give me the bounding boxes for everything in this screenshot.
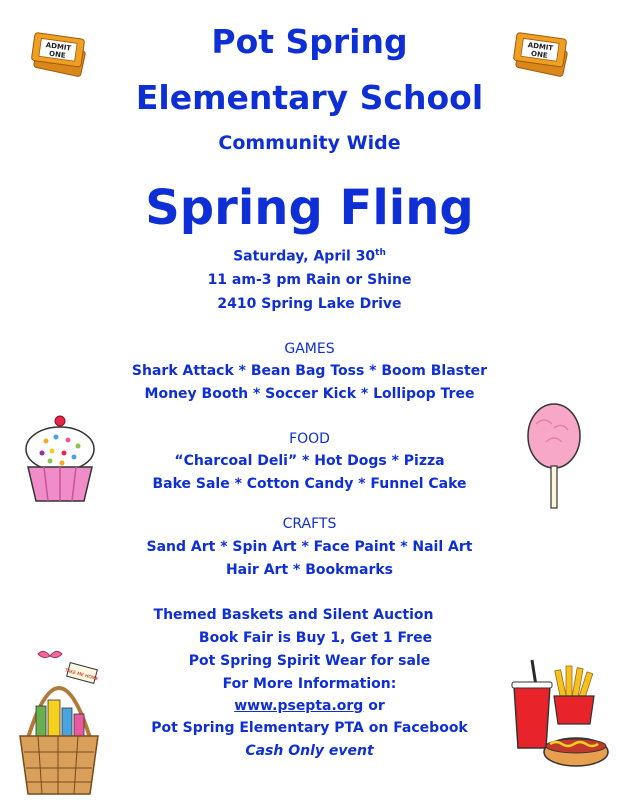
event-address: 2410 Spring Lake Drive [217, 296, 402, 312]
extras-line-5: Pot Spring Elementary PTA on Facebook [151, 720, 468, 736]
ticket-text-2: ONE [530, 49, 549, 60]
fast-food-icon [506, 656, 610, 776]
website-link[interactable]: www.psepta.org [234, 698, 364, 714]
games-line-1: Shark Attack * Bean Bag Toss * Boom Blaster [131, 363, 488, 379]
games-line-2: Money Booth * Soccer Kick * Lollipop Tree [144, 386, 475, 402]
ticket-text-1: ADMIT [527, 41, 554, 53]
extras-line-3: Pot Spring Spirit Wear for sale [188, 653, 431, 669]
ticket-text-1: ADMIT [45, 41, 72, 53]
subtitle: Community Wide [218, 132, 401, 154]
food-line-1: “Charcoal Deli” * Hot Dogs * Pizza [174, 453, 445, 469]
event-date-text: Saturday, April 30 [233, 248, 376, 265]
crafts-line-2: Hair Art * Bookmarks [225, 562, 394, 578]
games-heading: GAMES [284, 341, 335, 357]
event-name: Spring Fling [145, 180, 474, 236]
event-time: 11 am-3 pm Rain or Shine [207, 272, 412, 288]
cotton-candy-icon [524, 402, 584, 510]
extras-line-6: Cash Only event [245, 743, 374, 759]
food-heading: FOOD [289, 431, 330, 447]
cupcake-icon [22, 413, 98, 505]
food-line-2: Bake Sale * Cotton Candy * Funnel Cake [152, 476, 467, 492]
title-line-1: Pot Spring [211, 22, 408, 61]
event-date-suffix: th [375, 248, 386, 258]
extras-line-4: For More Information: [222, 676, 397, 692]
extras-line-2: Book Fair is Buy 1, Get 1 Free [198, 630, 433, 646]
admit-one-ticket-icon [28, 28, 90, 86]
basket-tag-text: TAKE ME HOME [64, 668, 99, 683]
crafts-heading: CRAFTS [282, 516, 337, 532]
ticket-text-2: ONE [48, 49, 67, 60]
crafts-line-1: Sand Art * Spin Art * Face Paint * Nail Art [146, 539, 473, 555]
admit-one-ticket-icon [510, 28, 572, 86]
extras-line-1: Themed Baskets and Silent Auction [153, 607, 434, 623]
title-line-2: Elementary School [135, 78, 484, 117]
event-date [0, 248, 619, 265]
gift-basket-icon [14, 648, 104, 798]
info-link-suffix: or [363, 698, 385, 714]
